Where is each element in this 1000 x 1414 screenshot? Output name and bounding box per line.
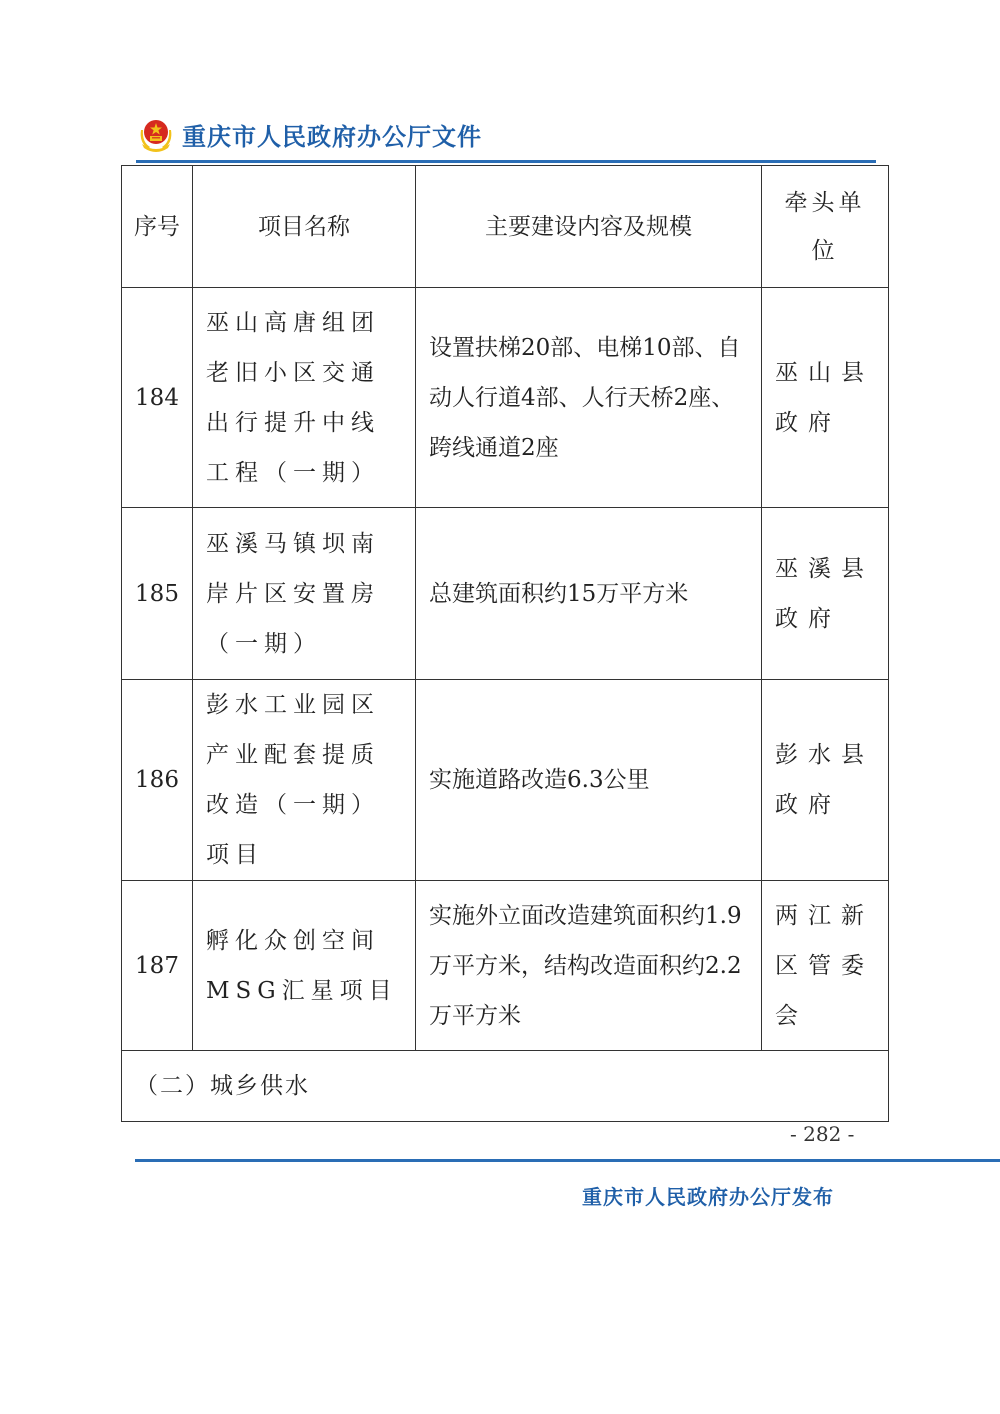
footer-divider	[135, 1159, 1000, 1162]
section-heading: （二）城乡供水	[122, 1051, 889, 1122]
row-lead-unit: 彭水县政府	[762, 680, 889, 881]
section-row	[122, 1051, 889, 1122]
row-content: 实施道路改造6.3公里	[416, 680, 762, 881]
table-row	[122, 508, 889, 680]
row-content: 设置扶梯20部、电梯10部、自动人行道4部、人行天桥2座、跨线通道2座	[416, 288, 762, 508]
row-lead-unit: 两江新区管委会	[762, 881, 889, 1051]
row-index: 186	[122, 680, 193, 881]
row-project-name: 巫溪马镇坝南岸片区安置房（一期）	[193, 508, 416, 680]
page-number: - 282 -	[790, 1122, 855, 1146]
row-project-name: 巫山高唐组团老旧小区交通出行提升中线工程（一期）	[193, 288, 416, 508]
project-table	[121, 165, 889, 1122]
table-row	[122, 288, 889, 508]
table-header-row	[122, 166, 889, 288]
table-row	[122, 881, 889, 1051]
row-index: 184	[122, 288, 193, 508]
table-row	[122, 680, 889, 881]
column-header-lead: 牵头单位	[762, 166, 889, 288]
row-content: 实施外立面改造建筑面积约1.9万平方米，结构改造面积约2.2万平方米	[416, 881, 762, 1051]
header-title: 重庆市人民政府办公厅文件	[182, 122, 482, 151]
row-lead-unit: 巫溪县政府	[762, 508, 889, 680]
header-divider	[136, 160, 876, 163]
row-project-name: 彭水工业园区产业配套提质改造（一期）项目	[193, 680, 416, 881]
column-header-content: 主要建设内容及规模	[416, 166, 762, 288]
row-index: 187	[122, 881, 193, 1051]
document-header	[138, 112, 482, 156]
row-content: 总建筑面积约15万平方米	[416, 508, 762, 680]
footer-publisher: 重庆市人民政府办公厅发布	[582, 1185, 834, 1209]
column-header-name: 项目名称	[193, 166, 416, 288]
row-index: 185	[122, 508, 193, 680]
column-header-index: 序号	[122, 166, 193, 288]
row-project-name: 孵化众创空间MSG汇星项目	[193, 881, 416, 1051]
row-lead-unit: 巫山县政府	[762, 288, 889, 508]
national-emblem-icon	[138, 114, 174, 154]
